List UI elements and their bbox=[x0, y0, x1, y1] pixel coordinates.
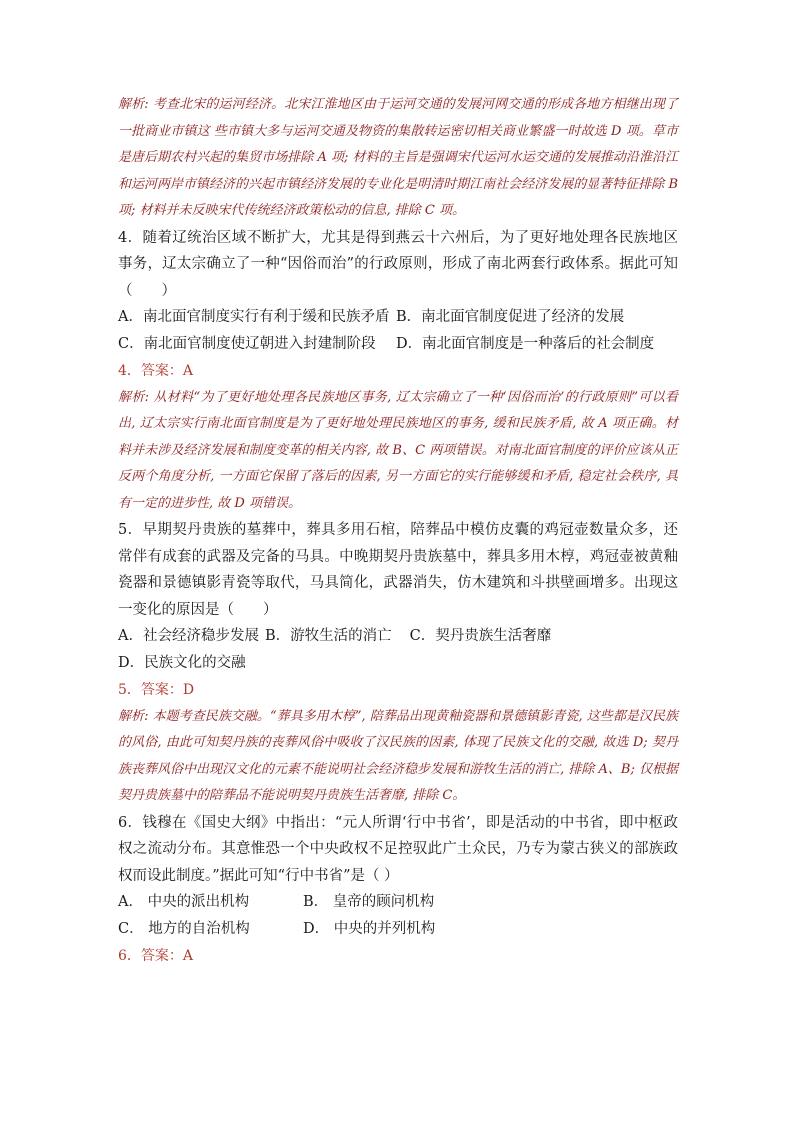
q4-option-b: B．南北面官制度促进了经济的发展 bbox=[396, 309, 625, 325]
q4-options-row1 bbox=[118, 304, 678, 331]
q4-answer: 4．答案：A bbox=[118, 363, 194, 379]
q6-answer: 6．答案：A bbox=[118, 948, 194, 964]
q5-options bbox=[118, 623, 678, 677]
q4-analysis: 解析: 从材料“为了更好地处理各民族地区事务, 辽太宗确立了一种‘因俗而治’的行政原则”可以看出, 辽太宗实行南北面官制度是为了更好地处理民族地区的事务, 缓和民族矛盾, 故 A 项正确。材料并未涉及经济发展和制度变革的相关内容, 故 B、C 两项错误。对南北面官制度的评价应该从正反两个角度分析, 一方面它保留了落后的因素, 另一方面它的实行能够缓和矛盾, 稳定社会秩序, 具有一定的进步性, 故 D 项错误。 bbox=[118, 389, 678, 511]
q5-option-d: D．民族文化的交融 bbox=[118, 655, 246, 671]
q4-option-a: A．南北面官制度实行有利于缓和民族矛盾 bbox=[118, 309, 390, 325]
q5-analysis: 解析: 本题考查民族交融。“葬具多用木椁”, 陪葬品出现黄釉瓷器和景德镇影青瓷, 这些都是汉民族的风俗, 由此可知契丹族的丧葬风俗中吸收了汉民族的因素, 体现了民族文化的交融, 故选 D; 契丹族丧葬风俗中出现汉文化的元素不能说明社会经济稳步发展和游牧生活的消亡, 排除 A、B; 仅根据契丹贵族墓中的陪葬品不能说明契丹贵族生活奢靡, 排除 C。 bbox=[118, 708, 678, 803]
q6-option-c: C． 地方的自治机构 bbox=[118, 921, 250, 937]
q6-options-row2 bbox=[118, 916, 678, 943]
q6-option-a: A． 中央的派出机构 bbox=[118, 894, 250, 910]
q5-option-b: B．游牧生活的消亡 bbox=[264, 628, 392, 644]
q4-options-row2 bbox=[118, 331, 678, 358]
q4-option-c: C．南北面官制度使辽朝进入封建制阶段 bbox=[118, 336, 376, 352]
q6-stem: 6．钱穆在《国史大纲》中指出：“元人所谓‘行中书省’，即是活动的中书省，即中枢政权之流动分布。其意惟恐一个中央政权不足控驭此广土众民，乃专为蒙古狭义的部族政权而设此制度。”据此可知“行中书省”是（ ） bbox=[118, 814, 678, 884]
q6-option-d: D． 中央的并列机构 bbox=[303, 921, 436, 937]
q6-option-b: B． 皇帝的顾问机构 bbox=[303, 894, 435, 910]
q5-stem: 5．早期契丹贵族的墓葬中，葬具多用石棺，陪葬品中模仿皮囊的鸡冠壶数量众多，还常伴有成套的武器及完备的马具。中晚期契丹贵族墓中，葬具多用木椁，鸡冠壶被黄釉瓷器和景德镇影青瓷等取代，马具简化，武器消失，仿木建筑和斗拱壁画增多。出现这一变化的原因是（ ） bbox=[118, 522, 678, 618]
q5-answer: 5．答案：D bbox=[118, 682, 195, 698]
q6-options-row1 bbox=[118, 889, 678, 916]
q3-analysis: 解析: 考查北宋的运河经济。北宋江淮地区由于运河交通的发展河网交通的形成各地方相继出现了一批商业市镇这 些市镇大多与运河交通及物资的集散转运密切相关商业繁盛一时故选 D 项。草市是唐后期农村兴起的集贸市场排除 A 项; 材料的主旨是强调宋代运河水运交通的发展推动沿淮沿江和运河两岸市镇经济的兴起市镇经济发展的专业化是明清时期江南社会经济发展的显著特征排除 B 项; 材料并未反映宋代传统经济政策松动的信息, 排除 C 项。 bbox=[118, 97, 678, 218]
document-page bbox=[118, 92, 678, 970]
q4-option-d: D．南北面官制度是一种落后的社会制度 bbox=[396, 336, 655, 352]
q4-stem: 4．随着辽统治区域不断扩大，尤其是得到燕云十六州后，为了更好地处理各民族地区事务，辽太宗确立了一种“因俗而治”的行政原则，形成了南北两套行政体系。据此可知（ ） bbox=[118, 229, 678, 299]
q5-option-a: A．社会经济稳步发展 bbox=[118, 628, 259, 644]
q5-option-c: C．契丹贵族生活奢靡 bbox=[409, 628, 552, 644]
